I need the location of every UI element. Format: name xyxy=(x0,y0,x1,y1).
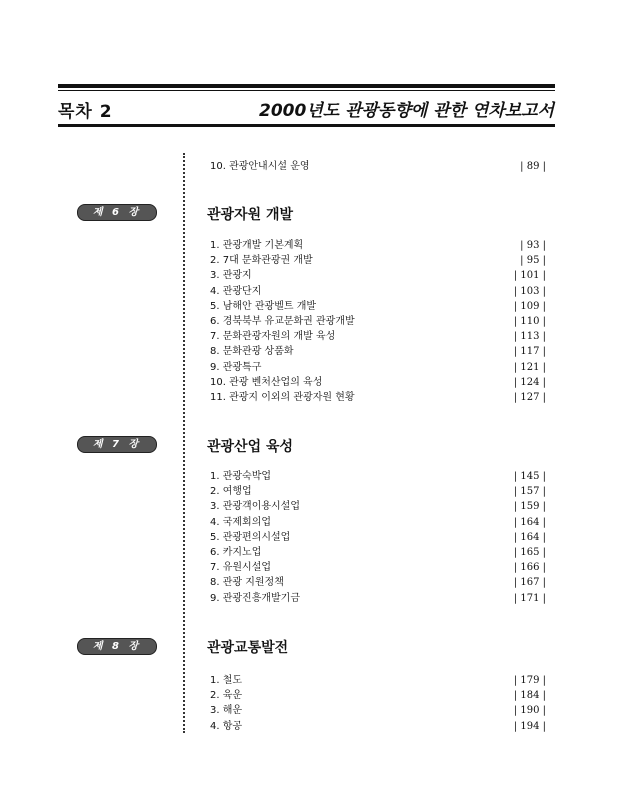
toc-heading: 목차 2 xyxy=(58,102,113,122)
toc-entry-label: 4. 국제회의업 xyxy=(210,517,272,528)
toc-entry-label: 3. 관광객이용시설업 xyxy=(210,501,300,512)
toc-entry-page: | 164 | xyxy=(513,532,546,543)
toc-entry-page: | 124 | xyxy=(513,377,546,388)
chapter-badge: 제 6 장 xyxy=(77,204,157,221)
toc-entry-page: | 93 | xyxy=(520,240,546,251)
report-title: 2000년도 관광동향에 관한 연차보고서 xyxy=(259,101,554,121)
header-rule-bottom xyxy=(58,124,555,127)
toc-entry-label: 7. 문화관광자원의 개발 육성 xyxy=(210,331,336,342)
toc-entry-label: 10. 관광안내시설 운영 xyxy=(210,161,310,172)
toc-entry-page: | 117 | xyxy=(513,346,546,357)
toc-entry-label: 2. 여행업 xyxy=(210,486,252,497)
toc-entry-page: | 95 | xyxy=(520,255,546,266)
header-rule-thick xyxy=(58,84,555,88)
toc-entry-page: | 194 | xyxy=(513,721,546,732)
toc-entry-label: 2. 7대 문화관광권 개발 xyxy=(210,255,313,266)
toc-entry-page: | 101 | xyxy=(513,270,546,281)
toc-entry-page: | 127 | xyxy=(513,392,546,403)
toc-entry-label: 9. 관광진흥개발기금 xyxy=(210,593,300,604)
toc-entry-label: 10. 관광 벤처산업의 육성 xyxy=(210,377,323,388)
toc-entry-page: | 113 | xyxy=(513,331,546,342)
toc-entry-label: 8. 관광 지원정책 xyxy=(210,577,284,588)
dotted-divider xyxy=(183,153,185,733)
toc-entry-label: 8. 문화관광 상품화 xyxy=(210,346,294,357)
toc-entry-label: 3. 해운 xyxy=(210,705,243,716)
toc-entry-label: 3. 관광지 xyxy=(210,270,252,281)
toc-entry-label: 5. 남해안 관광벨트 개발 xyxy=(210,301,317,312)
toc-entry-label: 7. 유원시설업 xyxy=(210,562,272,573)
toc-entry-page: | 159 | xyxy=(513,501,546,512)
toc-entry-label: 5. 관광편의시설업 xyxy=(210,532,291,543)
toc-entry-label: 9. 관광특구 xyxy=(210,362,262,373)
toc-entry-page: | 190 | xyxy=(513,705,546,716)
toc-entry-label: 6. 카지노업 xyxy=(210,547,262,558)
toc-entry-page: | 157 | xyxy=(513,486,546,497)
toc-entry-label: 4. 항공 xyxy=(210,721,243,732)
chapter-badge: 제 8 장 xyxy=(77,638,157,655)
toc-entry-label: 1. 철도 xyxy=(210,675,243,686)
chapter-title: 관광산업 육성 xyxy=(207,439,294,455)
chapter-badge: 제 7 장 xyxy=(77,436,157,453)
toc-entry-label: 2. 육운 xyxy=(210,690,243,701)
toc-entry-page: | 89 | xyxy=(520,161,546,172)
toc-entry-page: | 110 | xyxy=(513,316,546,327)
toc-entry-page: | 179 | xyxy=(513,675,546,686)
toc-entry-page: | 165 | xyxy=(513,547,546,558)
toc-entry-label: 11. 관광지 이외의 관광자원 현황 xyxy=(210,392,355,403)
toc-entry-page: | 184 | xyxy=(513,690,546,701)
toc-entry-page: | 167 | xyxy=(513,577,546,588)
toc-entry-page: | 121 | xyxy=(513,362,546,373)
toc-entry-label: 1. 관광숙박업 xyxy=(210,471,272,482)
toc-entry-label: 4. 관광단지 xyxy=(210,286,262,297)
chapter-title: 관광자원 개발 xyxy=(207,207,294,223)
toc-entry-page: | 166 | xyxy=(513,562,546,573)
header-rule-thin xyxy=(58,90,555,91)
toc-entry-page: | 171 | xyxy=(513,593,546,604)
toc-entry-page: | 164 | xyxy=(513,517,546,528)
toc-entry-label: 6. 경북북부 유교문화권 관광개발 xyxy=(210,316,355,327)
toc-entry-page: | 109 | xyxy=(513,301,546,312)
toc-entry-page: | 145 | xyxy=(513,471,546,482)
chapter-title: 관광교통발전 xyxy=(207,640,289,656)
toc-entry-page: | 103 | xyxy=(513,286,546,297)
toc-entry-label: 1. 관광개발 기본계획 xyxy=(210,240,304,251)
